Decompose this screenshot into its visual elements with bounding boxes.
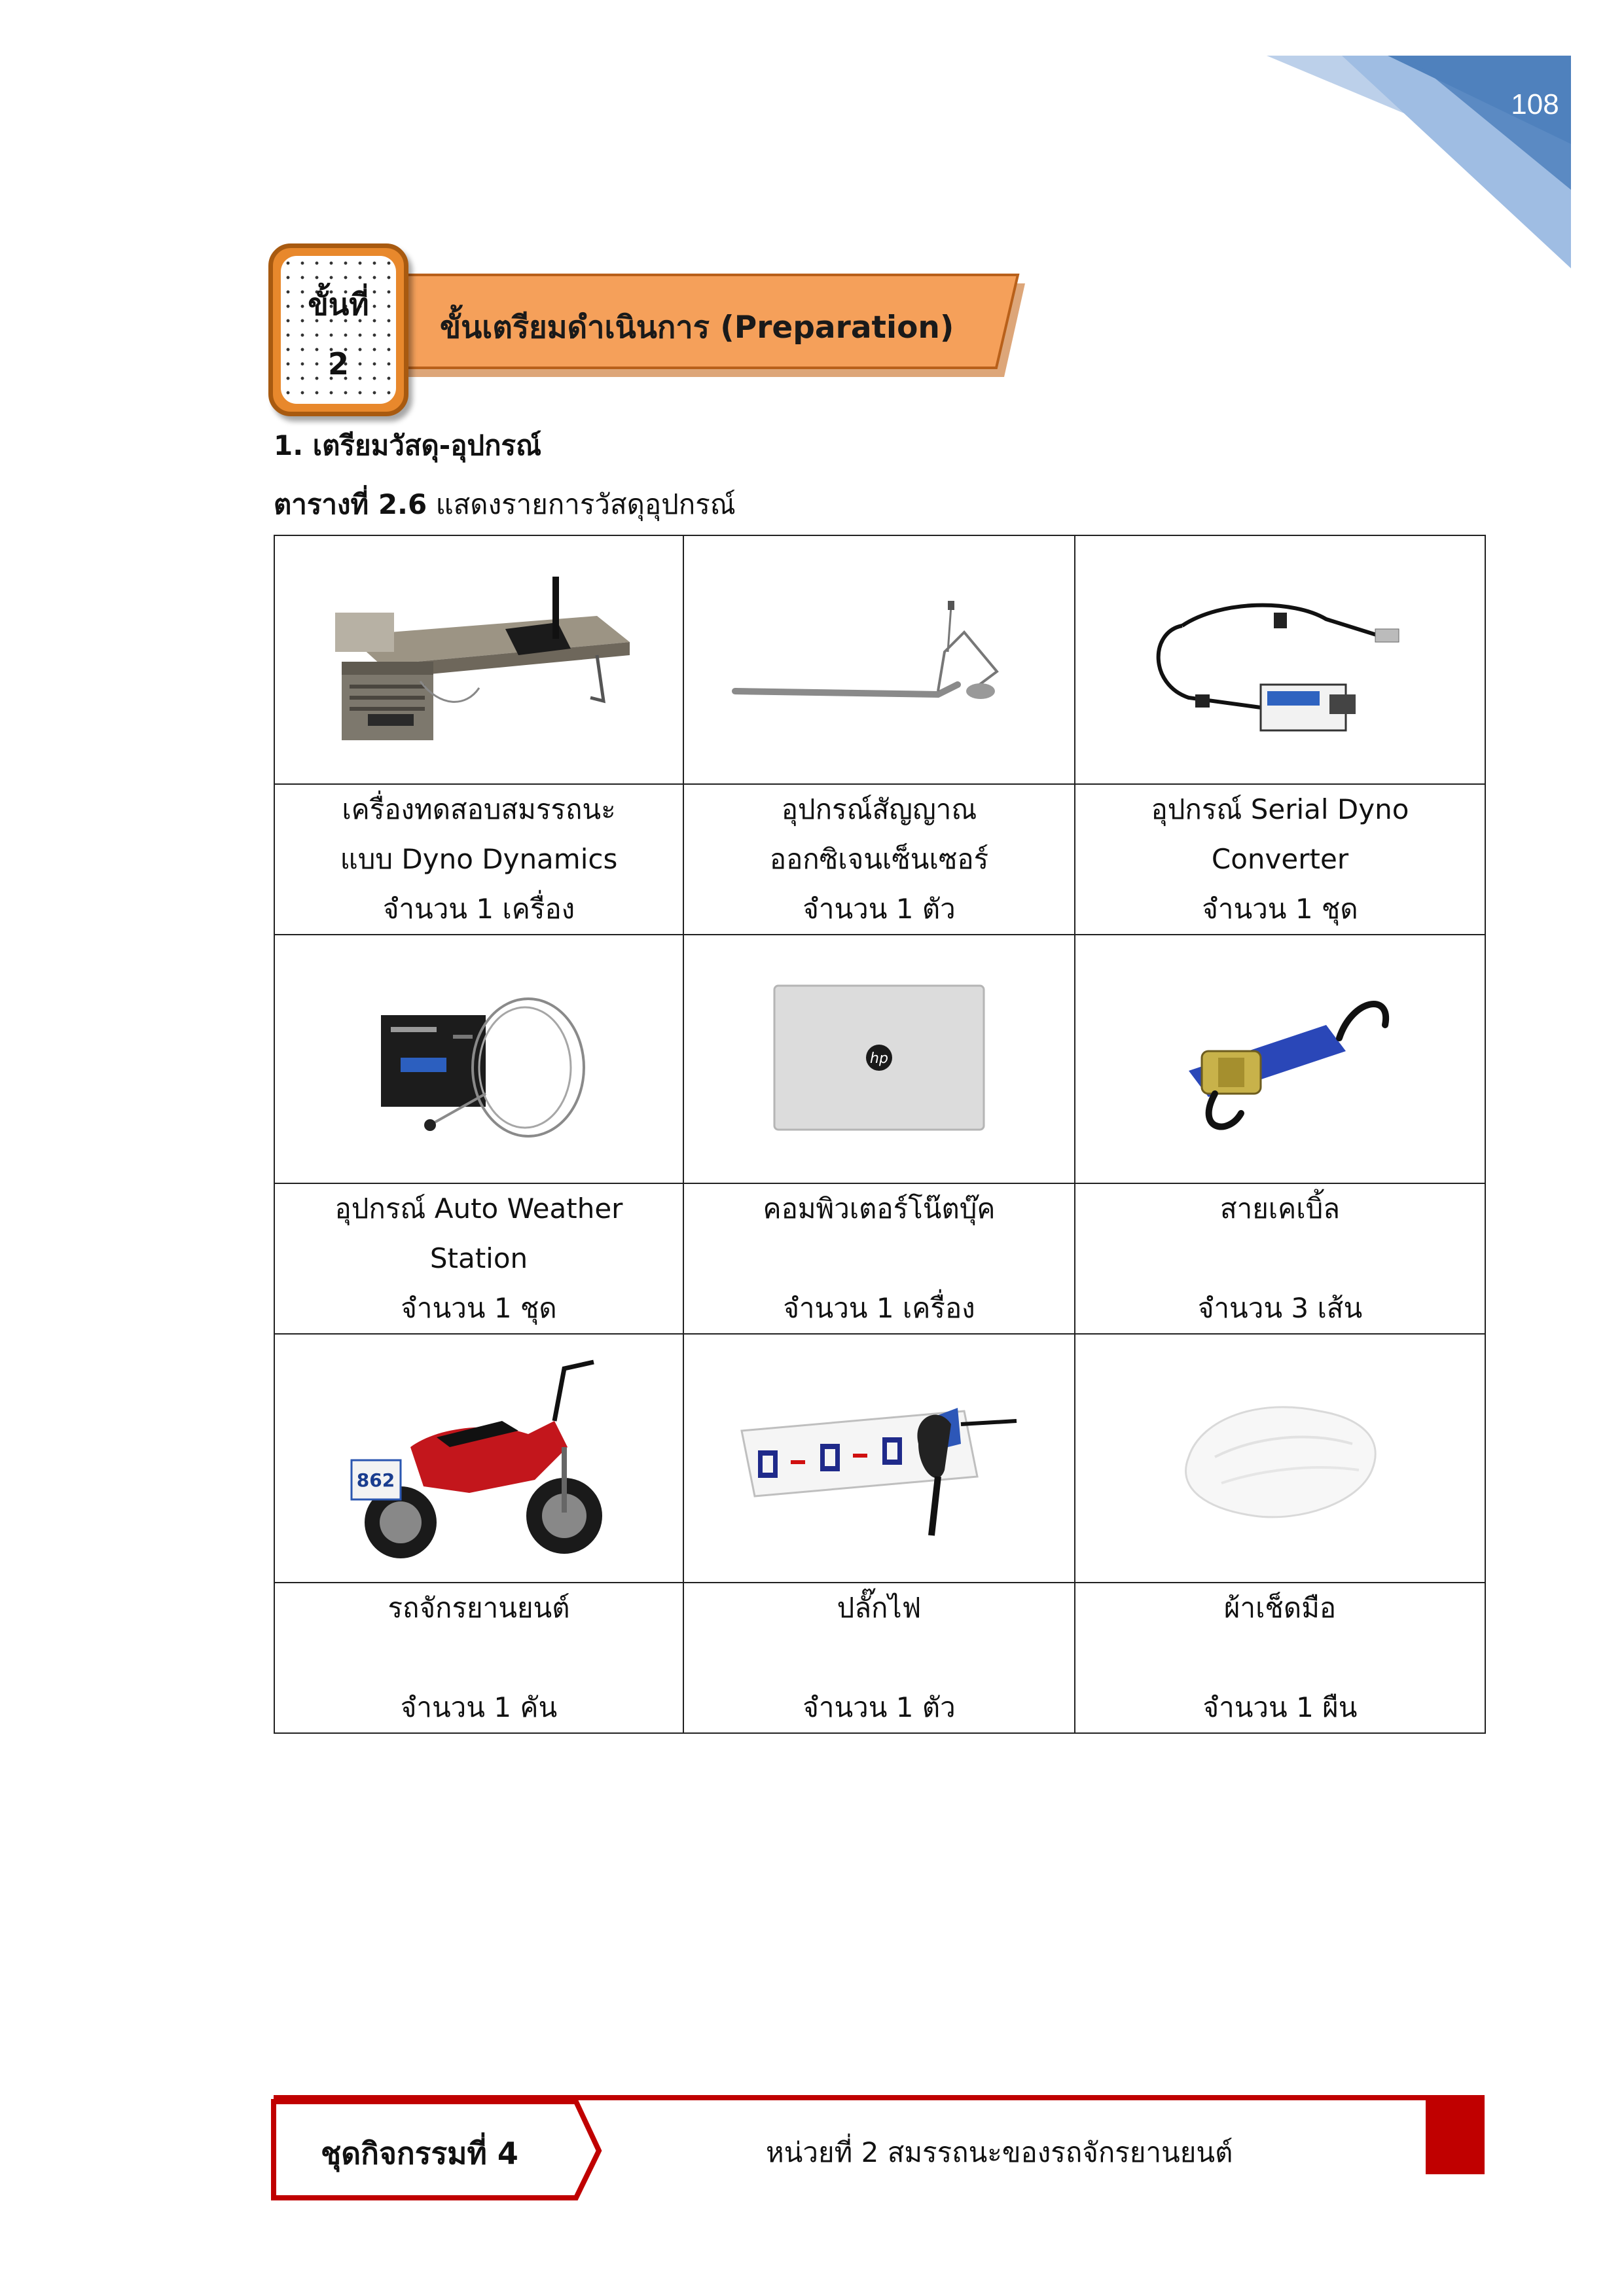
footer-activity-label: ชุดกิจกรรมที่ 4 [321, 2136, 518, 2171]
footer-unit-title: หน่วยที่ 2 สมรรถนะของรถจักรยานยนต์ [766, 2136, 1233, 2168]
table-caption-text: แสดงรายการวัสดุอุปกรณ์ [427, 488, 736, 520]
equipment-name-cell: รถจักรยานยนต์ จำนวน 1 คัน [274, 1583, 683, 1733]
equipment-name-cell: ปลั๊กไฟ จำนวน 1 ตัว [683, 1583, 1075, 1733]
step-title: ขั้นเตรียมดำเนินการ (Preparation) [440, 310, 954, 346]
equipment-photo-cell [274, 935, 683, 1183]
towel-photo [1163, 1378, 1398, 1535]
laptop-photo [761, 973, 997, 1143]
equipment-name-cell: เครื่องทดสอบสมรรถนะ แบบ Dyno Dynamics จำนวน 1 เครื่อง [274, 784, 683, 935]
dyno-machine-photo [309, 550, 649, 766]
laptop-logo-text: hp [870, 1050, 888, 1067]
weather-station-photo [361, 969, 597, 1146]
equipment-photo-cell [683, 535, 1075, 784]
plate-number-text: 862 [356, 1469, 395, 1491]
page-number: 108 [1511, 88, 1559, 120]
equipment-photo-cell [274, 535, 683, 784]
step-badge [268, 243, 408, 416]
equipment-photo-cell [274, 1334, 683, 1583]
step-number: 2 [327, 346, 349, 382]
equipment-name-cell: อุปกรณ์สัญญาณ ออกซิเจนเซ็นเซอร์ จำนวน 1 ตัว [683, 784, 1075, 935]
step-word: ขั้นที่ [308, 287, 369, 322]
step-title-banner [0, 0, 1624, 425]
equipment-photo-cell [1075, 535, 1485, 784]
equipment-name-cell: ผ้าเช็ดมือ จำนวน 1 ผืน [1075, 1583, 1485, 1733]
ratchet-strap-photo [1156, 979, 1405, 1136]
equipment-table [274, 535, 1486, 1734]
equipment-name-cell: คอมพิวเตอร์โน๊ตบุ๊ค จำนวน 1 เครื่อง [683, 1183, 1075, 1334]
equipment-name-cell: อุปกรณ์ Serial Dyno Converter จำนวน 1 ชุด [1075, 784, 1485, 935]
table-caption-label: ตารางที่ 2.6 [274, 488, 427, 520]
equipment-photo-cell [683, 935, 1075, 1183]
equipment-name-cell: อุปกรณ์ Auto Weather Station จำนวน 1 ชุด [274, 1183, 683, 1334]
section-heading: 1. เตรียมวัสดุ-อุปกรณ์ [274, 429, 542, 461]
table-caption [274, 483, 736, 526]
serial-converter-photo [1143, 573, 1418, 744]
equipment-photo-cell [1075, 1334, 1485, 1583]
oxygen-sensor-photo [722, 593, 1036, 724]
equipment-photo-cell [1075, 935, 1485, 1183]
equipment-photo-cell [683, 1334, 1075, 1583]
motorcycle-photo [338, 1349, 620, 1565]
power-strip-photo [729, 1372, 1030, 1542]
equipment-name-cell: สายเคเบิ้ล จำนวน 3 เส้น [1075, 1183, 1485, 1334]
